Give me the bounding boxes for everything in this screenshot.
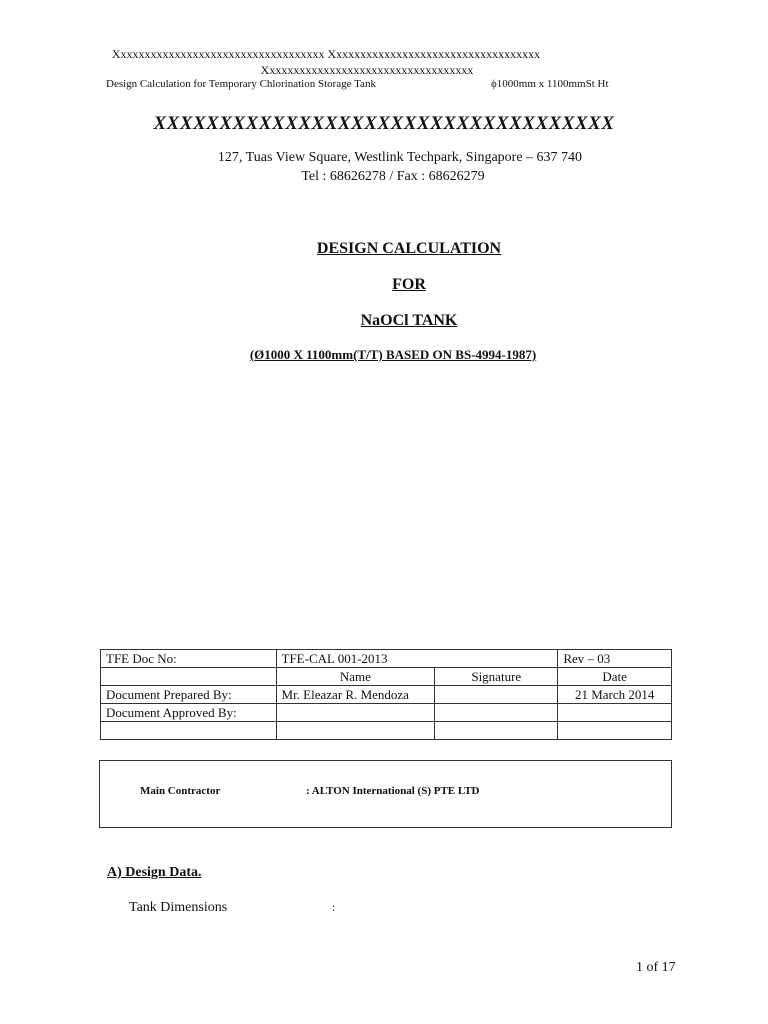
contractor-value: : ALTON International (S) PTE LTD xyxy=(306,785,480,797)
company-contact: Tel : 68626278 / Fax : 68626279 xyxy=(301,169,485,184)
company-name: XXXXXXXXXXXXXXXXXXXXXXXXXXXXXXXXXXX xyxy=(153,113,615,134)
header-name: Name xyxy=(276,668,435,686)
contractor-box xyxy=(99,760,672,828)
approved-date xyxy=(558,704,672,722)
contractor-label: Main Contractor xyxy=(140,785,221,797)
table-row xyxy=(101,722,672,740)
header-signature: Signature xyxy=(435,668,558,686)
title-line-1: DESIGN CALCULATION xyxy=(316,240,502,257)
section-a-heading: A) Design Data. xyxy=(107,865,202,880)
prepared-name: Mr. Eleazar R. Mendoza xyxy=(276,686,435,704)
page-number: 1 of 17 xyxy=(636,960,676,975)
revision: Rev – 03 xyxy=(558,650,672,668)
doc-no-label: TFE Doc No: xyxy=(101,650,277,668)
prepared-date: 21 March 2014 xyxy=(558,686,672,704)
title-line-2: FOR xyxy=(392,276,426,293)
company-address: 127, Tuas View Square, Westlink Techpark, Singapore – 637 740 xyxy=(217,150,583,165)
header-doc-title-row xyxy=(106,78,646,90)
table-row xyxy=(101,704,672,722)
document-control-table xyxy=(100,649,672,740)
approved-signature xyxy=(435,704,558,722)
empty-cell xyxy=(101,722,277,740)
table-row xyxy=(101,668,672,686)
table-row xyxy=(101,686,672,704)
table-row xyxy=(101,650,672,668)
empty-cell xyxy=(435,722,558,740)
header-doc-title: Design Calculation for Temporary Chlorination Storage Tank xyxy=(106,78,376,90)
title-line-4: (Ø1000 X 1100mm(T/T) BASED ON BS-4994-1987) xyxy=(249,347,537,362)
header-dimension: ϕ1000mm x 1100mmSt Ht xyxy=(491,78,609,90)
tank-dimensions-colon: : xyxy=(332,900,336,914)
header-line-1: Xxxxxxxxxxxxxxxxxxxxxxxxxxxxxxxxxxx Xxxxxxxxxxxxxxxxxxxxxxxxxxxxxxxxxxx xyxy=(111,47,541,61)
prepared-signature xyxy=(435,686,558,704)
doc-no-value: TFE-CAL 001-2013 xyxy=(276,650,558,668)
tank-dimensions-label: Tank Dimensions xyxy=(129,900,228,915)
header-date: Date xyxy=(558,668,672,686)
title-line-3: NaOCl TANK xyxy=(360,312,458,329)
empty-cell xyxy=(101,668,277,686)
approved-label: Document Approved By: xyxy=(101,704,277,722)
header-line-2: Xxxxxxxxxxxxxxxxxxxxxxxxxxxxxxxxxxx xyxy=(260,63,474,77)
empty-cell xyxy=(276,722,435,740)
approved-name xyxy=(276,704,435,722)
prepared-label: Document Prepared By: xyxy=(101,686,277,704)
empty-cell xyxy=(558,722,672,740)
